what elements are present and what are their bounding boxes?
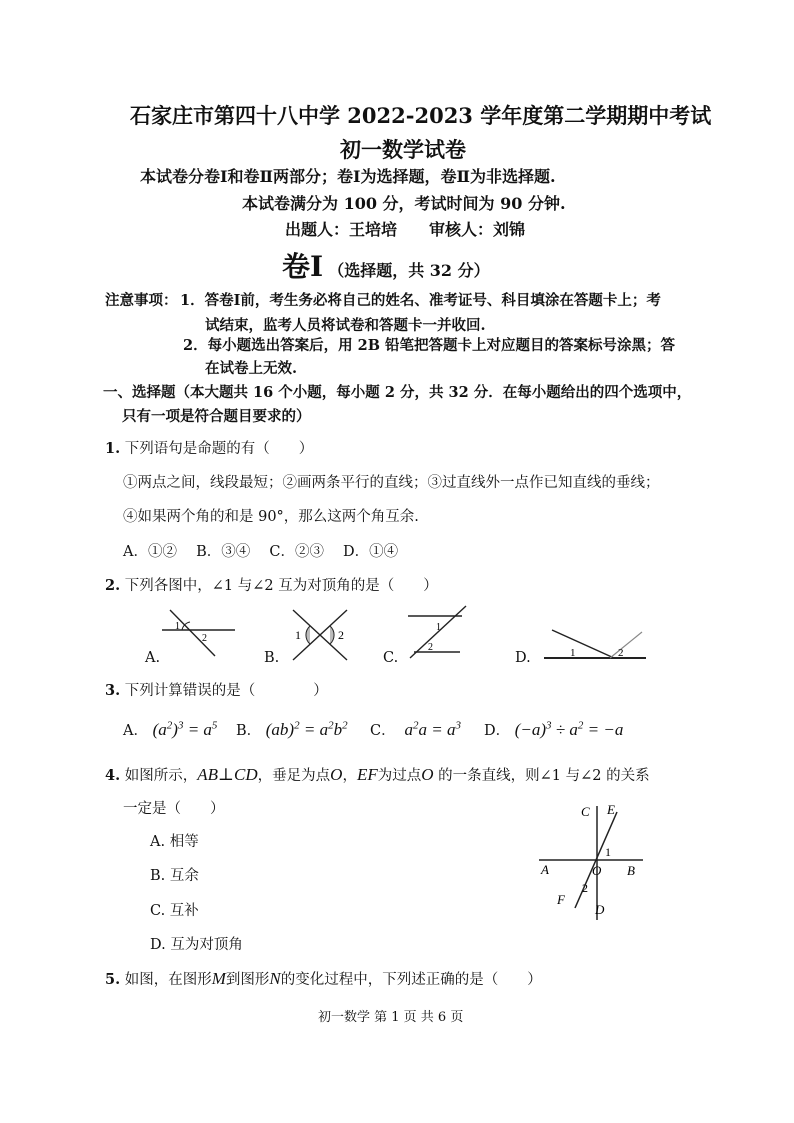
svg-text:D: D [595, 902, 605, 917]
question-4-stem: 4. 如图所示，AB⊥CD，垂足为点O，EF为过点O 的一条直线，则∠1 与∠2 的关系 [105, 765, 650, 784]
question-4-option-a: A. 相等 [150, 834, 199, 850]
section-note: （选择题，共 32 分） [328, 261, 490, 280]
question-5-text-post: 的变化过程中，下列述正确的是（ ） [280, 972, 542, 988]
question-1-text: 下列语句是命题的有（ ） [124, 441, 314, 457]
svg-text:E: E [607, 802, 615, 817]
question-3-option-c-label: C． [370, 723, 396, 739]
svg-text:2: 2 [582, 881, 588, 895]
question-4-text-mid3: 为过点 [377, 768, 422, 784]
question-2-figure-b [285, 606, 355, 664]
question-4-option-b: B. 互余 [150, 868, 199, 884]
part1-heading-line-2: 只有一项是符合题目要求的） [122, 408, 311, 425]
question-3-text: 下列计算错误的是（ ） [124, 683, 328, 699]
question-2-figure-d [540, 626, 650, 666]
question-3-option-a-label: A． [123, 723, 148, 739]
svg-text:1: 1 [175, 621, 180, 632]
question-2-text: 下列各图中，∠1 与∠2 互为对顶角的是（ ） [124, 578, 438, 594]
notice-item-2-line-2: 在试卷上无效. [205, 360, 298, 377]
question-4-text-mid2: ， [342, 768, 357, 784]
question-4-number: 4. [105, 767, 121, 784]
notice-item-2-line-1: 2．每小题选出答案后，用 2B 铅笔把答题卡上对应题目的答案标号涂黑；答 [183, 337, 676, 354]
question-2-option-a-label: A. [145, 650, 161, 666]
question-5-number: 5. [105, 971, 121, 988]
question-1-number: 1. [105, 440, 121, 457]
section-heading [282, 245, 490, 285]
question-2-option-c-label: C. [383, 650, 399, 666]
svg-text:2: 2 [618, 647, 624, 659]
svg-text:B: B [627, 863, 635, 878]
question-4-text-mid: ，垂足为点 [257, 768, 331, 784]
svg-text:A: A [541, 862, 549, 877]
question-2-option-d-label: D. [515, 650, 531, 666]
question-1-statements-line-1: ①两点之间，线段最短；②画两条平行的直线；③过直线外一点作已知直线的垂线； [123, 475, 660, 491]
page-footer: 初一数学 第 1 页 共 6 页 [318, 1010, 464, 1025]
question-3-stem [105, 679, 328, 700]
question-2-figure-a [160, 608, 240, 658]
exam-info-2: 本试卷满分为 100 分，考试时间为 90 分钟. [242, 194, 566, 213]
question-1-stem [105, 437, 313, 458]
question-5-text-mid: 到图形 [225, 972, 270, 988]
exam-authors: 出题人：王培培 审核人：刘锦 [285, 220, 526, 239]
question-2-figure-c [400, 604, 475, 660]
question-3-option-c: C． $a^2a = a^3$ [370, 719, 461, 739]
svg-text:F: F [557, 892, 565, 907]
question-5-stem: 5. 如图，在图形M到图形N的变化过程中，下列述正确的是（ ） [105, 969, 542, 988]
question-2-option-b-label: B. [264, 650, 280, 666]
notice-label: 注意事项： [105, 292, 178, 309]
question-5-text-pre: 如图，在图形 [124, 972, 212, 988]
question-3-option-b: B． $(ab)^2 = a^2b^2$ [236, 719, 348, 739]
question-4-text-post: 的一条直线，则∠1 与∠2 的关系 [438, 768, 650, 784]
notice-item-1-line-1: 1．答卷Ⅰ前，考生务必将自己的姓名、准考证号、科目填涂在答题卡上；考 [180, 292, 661, 309]
svg-text:2: 2 [428, 642, 433, 653]
section-title: 卷Ⅰ [282, 250, 324, 283]
question-3-option-a: A． $(a^2)^3 = a^5$ [123, 719, 218, 739]
svg-text:O: O [592, 863, 602, 878]
question-3-number: 3. [105, 682, 121, 699]
question-3-option-d: D． $(-a)^3 \div a^2 = -a$ [484, 719, 624, 739]
question-2-number: 2. [105, 577, 121, 594]
question-4-figure [535, 798, 650, 928]
svg-text:C: C [581, 804, 590, 819]
svg-text:1: 1 [436, 622, 441, 633]
svg-text:1: 1 [295, 628, 301, 642]
question-2-stem [105, 574, 438, 595]
question-3-option-d-label: D． [484, 723, 511, 739]
part1-heading-line-1: 一、选择题（本大题共 16 个小题，每小题 2 分，共 32 分．在每小题给出的四个选项中， [103, 384, 692, 401]
svg-text:1: 1 [605, 845, 611, 859]
svg-text:1: 1 [570, 647, 576, 659]
svg-text:2: 2 [202, 633, 207, 644]
exam-info-1: 本试卷分卷Ⅰ和卷Ⅱ两部分；卷Ⅰ为选择题，卷Ⅱ为非选择题. [140, 167, 556, 186]
question-4-option-c: C. 互补 [150, 903, 199, 919]
exam-title: 石家庄市第四十八中学 2022-2023 学年度第二学期期中考试 [130, 103, 712, 128]
question-1-statements-line-2: ④如果两个角的和是 90°，那么这两个角互余. [123, 509, 419, 525]
question-1-options: A．①② B．③④ C．②③ D．①④ [123, 544, 399, 560]
notice-item-1-line-2: 试结束，监考人员将试卷和答题卡一并收回. [205, 317, 486, 334]
exam-subtitle: 初一数学试卷 [340, 137, 466, 162]
question-4-option-d: D. 互为对顶角 [150, 937, 243, 953]
question-4-text-pre: 如图所示， [124, 768, 198, 784]
question-3-option-b-label: B． [236, 723, 262, 739]
svg-text:2: 2 [338, 628, 344, 642]
question-4-stem-line-2: 一定是（ ） [123, 801, 225, 817]
